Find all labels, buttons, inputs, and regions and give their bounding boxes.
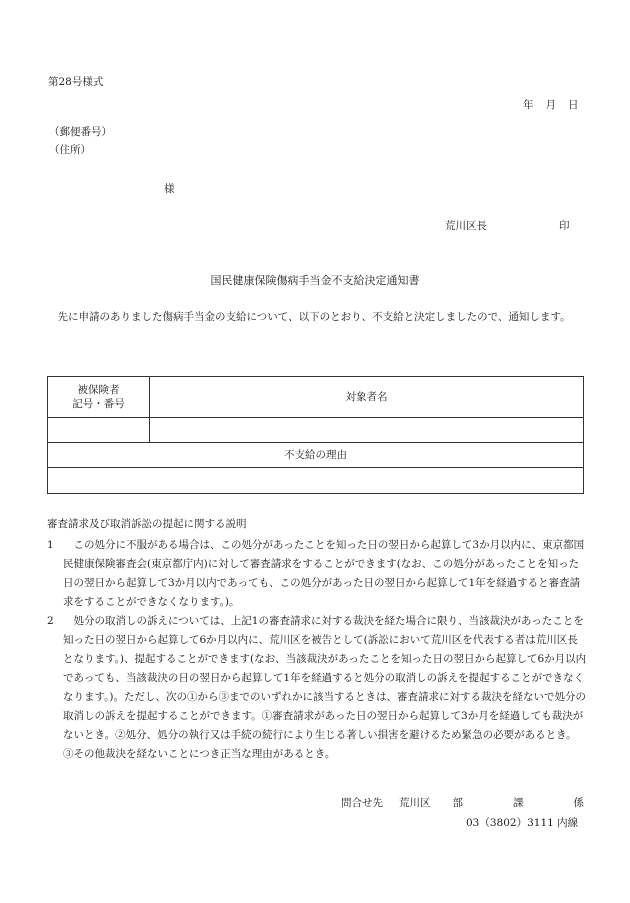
explanation-item-2-number: 2	[47, 615, 54, 627]
contact-label: 問合せ先	[341, 797, 383, 809]
subject-name-value-cell	[150, 418, 584, 443]
recipient-address: （住所）	[49, 144, 91, 156]
reason-value-row	[48, 468, 584, 494]
explanation-item-1-text: この処分に不服がある場合は、この処分があったことを知った日の翌日から起算して3か月以内に、東京都国民健康保険審査会(東京都庁内)に対して審査請求をすることができます(なお、この処分があったことを知った日の翌日から起算して3か月以内であっても、この処分があった日の翌日から起算して1年を経過すると審査請求をすることができなくなります。)。	[63, 539, 585, 608]
explanation-item-1-number: 1	[47, 539, 54, 551]
insured-value-cell	[48, 418, 150, 443]
form-number: 第28号様式	[48, 76, 104, 88]
info-table	[47, 376, 584, 494]
seal-mark: 印	[559, 220, 570, 232]
insured-label-line2: 記号・番号	[72, 398, 125, 410]
table-header-row	[48, 377, 584, 418]
insured-label-cell	[48, 377, 150, 418]
date-line	[523, 100, 579, 111]
explanation-heading: 審査請求及び取消訴訟の提起に関する説明	[47, 518, 247, 530]
date-month: 月	[545, 99, 556, 111]
reason-value-cell	[48, 468, 584, 494]
explanation-item-2	[47, 612, 587, 764]
reason-header-row	[48, 443, 584, 468]
recipient-postal-code: （郵便番号）	[49, 126, 112, 138]
contact-section: 課	[513, 797, 524, 809]
subject-name-label-cell: 対象者名	[150, 377, 584, 418]
recipient-honorific: 様	[164, 183, 175, 195]
insured-label-line1: 被保険者	[77, 384, 120, 396]
table-value-row	[48, 418, 584, 443]
contact-unit: 係	[573, 797, 584, 809]
contact-phone: 03（3802）3111 内線	[466, 817, 579, 829]
date-year: 年	[523, 99, 534, 111]
contact-line	[341, 798, 584, 809]
intro-paragraph: 先に申請のありました傷病手当金の支給について、以下のとおり、不支給と決定しましたので、通知します。	[57, 311, 571, 323]
reason-label-cell: 不支給の理由	[48, 443, 584, 468]
explanation-item-1	[47, 536, 587, 612]
date-day: 日	[568, 99, 579, 111]
contact-ward: 荒川区	[399, 797, 431, 809]
document-title: 国民健康保険傷病手当金不支給決定通知書	[210, 274, 420, 287]
explanation-item-2-text: 処分の取消しの訴えについては、上記1の審査請求に対する裁決を経た場合に限り、当該裁決があったことを知った日の翌日から起算して6か月以内に、荒川区を被告として(訴訟において荒川区を代表する者は荒川区長となります。)、提起することができます(なお、当該裁決があったことを知った日の翌日から起算して6か月以内であっても、当該裁決の日の翌日から起算して1年を経過すると処分の取消しの訴えを提起することができなくなります。)。ただし、次の①から③までのいずれかに該当するときは、審査請求に対する裁決を経ないで処分の取消しの訴えを提起することができます。①審査請求があった日の翌日から起算して3か月を経過しても裁決がないとき。②処分、処分の執行又は手続の続行により生じる著しい損害を避けるため緊急の必要があるとき。③その他裁決を経ないことにつき正当な理由があるとき。	[63, 615, 587, 760]
sender-title: 荒川区長	[445, 220, 487, 232]
contact-department: 部	[452, 797, 463, 809]
